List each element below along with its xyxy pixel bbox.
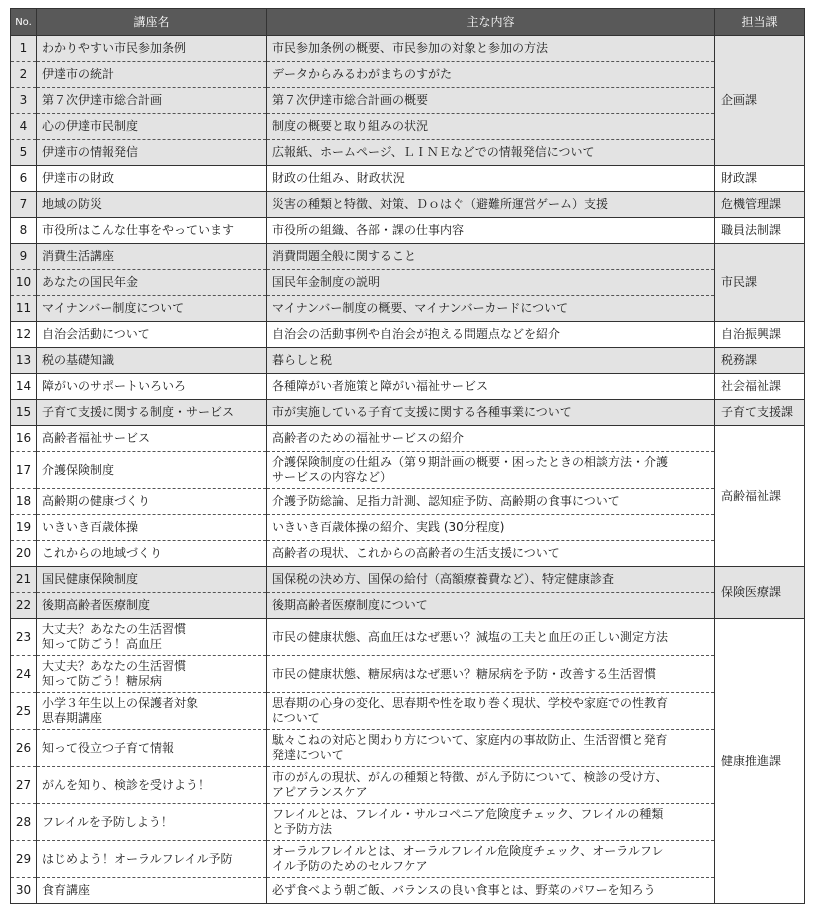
- lecture-name-text: 伊達市の情報発信: [42, 145, 139, 159]
- table-row: [11, 270, 805, 296]
- main-content-text: 国民年金制度の説明: [272, 275, 381, 289]
- cell-department: 健康推進課: [715, 619, 805, 904]
- cell-no: 22: [11, 593, 37, 619]
- cell-main-content: [267, 348, 715, 374]
- header-main-content: 主な内容: [267, 9, 715, 36]
- main-content-text: 国保税の決め方、国保の給付（高額療養費など）、特定健康診査: [272, 572, 615, 586]
- main-content-text: フレイルとは、フレイル・サルコペニア危険度チェック、フレイルの種類 と予防方法: [272, 807, 664, 836]
- cell-no: 8: [11, 218, 37, 244]
- main-content-text: 市役所の組織、各部・課の仕事内容: [272, 223, 465, 237]
- main-content-text: マイナンバー制度の概要、マイナンバーカードについて: [272, 301, 569, 315]
- table-row: [11, 730, 805, 767]
- main-content-text: 市のがんの現状、がんの種類と特徴、がん予防について、検診の受け方、 アピアランスケア: [272, 770, 668, 799]
- cell-main-content: [267, 452, 715, 489]
- cell-department: 企画課: [715, 36, 805, 166]
- cell-main-content: [267, 878, 715, 904]
- main-content-text: 高齢者の現状、これからの高齢者の生活支援について: [272, 546, 560, 560]
- cell-lecture-name: [37, 244, 267, 270]
- cell-lecture-name: [37, 140, 267, 166]
- main-content-text: 自治会の活動事例や自治会が抱える問題点などを紹介: [272, 327, 561, 341]
- cell-lecture-name: [37, 322, 267, 348]
- cell-no: 18: [11, 489, 37, 515]
- cell-lecture-name: [37, 36, 267, 62]
- main-content-text: 高齢者のための福祉サービスの紹介: [272, 431, 465, 445]
- cell-lecture-name: [37, 804, 267, 841]
- cell-main-content: [267, 515, 715, 541]
- cell-main-content: [267, 244, 715, 270]
- cell-main-content: [267, 62, 715, 88]
- cell-main-content: [267, 804, 715, 841]
- cell-main-content: [267, 426, 715, 452]
- header-row: [11, 9, 805, 36]
- cell-main-content: [267, 322, 715, 348]
- cell-department: 保険医療課: [715, 567, 805, 619]
- cell-lecture-name: [37, 656, 267, 693]
- table-row: [11, 656, 805, 693]
- cell-no: 20: [11, 541, 37, 567]
- cell-lecture-name: [37, 841, 267, 878]
- lecture-name-text: 消費生活講座: [42, 249, 115, 263]
- lecture-name-text: 伊達市の統計: [42, 67, 115, 81]
- table-row: [11, 62, 805, 88]
- lecture-name-text: 高齢期の健康づくり: [42, 494, 151, 508]
- cell-lecture-name: [37, 374, 267, 400]
- table-row: [11, 452, 805, 489]
- cell-main-content: [267, 166, 715, 192]
- cell-main-content: [267, 374, 715, 400]
- main-content-text: 市民の健康状態、高血圧はなぜ悪い？減塩の工夫と血圧の正しい測定方法: [272, 629, 669, 644]
- table-row: [11, 400, 805, 426]
- cell-main-content: [267, 218, 715, 244]
- table-row: [11, 593, 805, 619]
- lecture-name-text: 知って役立つ子育て情報: [42, 740, 175, 755]
- cell-no: 10: [11, 270, 37, 296]
- cell-main-content: [267, 593, 715, 619]
- cell-no: 21: [11, 567, 37, 593]
- cell-main-content: [267, 767, 715, 804]
- lecture-name-text: 大丈夫？あなたの生活習慣 知って防ごう！糖尿病: [42, 659, 187, 688]
- lecture-table-container: [10, 8, 805, 904]
- lecture-name-text: 後期高齢者医療制度: [42, 598, 151, 612]
- table-row: [11, 567, 805, 593]
- lecture-name-text: 第７次伊達市総合計画: [42, 93, 163, 107]
- lecture-name-text: がんを知り、検診を受けよう！: [42, 777, 211, 792]
- cell-lecture-name: [37, 166, 267, 192]
- cell-no: 24: [11, 656, 37, 693]
- table-row: [11, 374, 805, 400]
- cell-no: 12: [11, 322, 37, 348]
- cell-main-content: [267, 541, 715, 567]
- table-row: [11, 88, 805, 114]
- main-content-text: 消費問題全般に関すること: [272, 249, 417, 263]
- main-content-text: 第７次伊達市総合計画の概要: [272, 93, 429, 107]
- main-content-text: 市民の健康状態、糖尿病はなぜ悪い？糖尿病を予防・改善する生活習慣: [272, 666, 657, 681]
- lecture-name-text: 大丈夫？あなたの生活習慣 知って防ごう！高血圧: [42, 622, 187, 651]
- lecture-name-text: あなたの国民年金: [42, 275, 139, 289]
- cell-no: 5: [11, 140, 37, 166]
- main-content-text: 駄々こねの対応と関わり方について、家庭内の事故防止、生活習慣と発育 発達について: [272, 733, 668, 762]
- table-row: [11, 244, 805, 270]
- main-content-text: 市が実施している子育て支援に関する各種事業について: [272, 405, 572, 419]
- header-department: 担当課: [715, 9, 805, 36]
- cell-lecture-name: [37, 62, 267, 88]
- table-row: [11, 619, 805, 656]
- cell-main-content: [267, 88, 715, 114]
- main-content-text: 暮らしと税: [272, 353, 333, 367]
- cell-main-content: [267, 656, 715, 693]
- cell-department: 高齢福祉課: [715, 426, 805, 567]
- main-content-text: 介護予防総論、足指力計測、認知症予防、高齢期の食事について: [272, 494, 620, 508]
- lecture-name-text: 子育て支援に関する制度・サービス: [42, 405, 235, 419]
- cell-main-content: [267, 567, 715, 593]
- lecture-name-text: 地域の防災: [42, 197, 103, 211]
- main-content-text: 制度の概要と取り組みの状況: [272, 119, 429, 133]
- main-content-text: 思春期の心身の変化、思春期や性を取り巻く現状、学校や家庭での性教育 について: [272, 696, 669, 725]
- table-row: [11, 489, 805, 515]
- cell-no: 13: [11, 348, 37, 374]
- table-row: [11, 296, 805, 322]
- cell-main-content: [267, 192, 715, 218]
- cell-lecture-name: [37, 296, 267, 322]
- lecture-table-body: [11, 36, 805, 904]
- table-row: [11, 218, 805, 244]
- table-row: [11, 114, 805, 140]
- cell-lecture-name: [37, 489, 267, 515]
- cell-department: 危機管理課: [715, 192, 805, 218]
- main-content-text: 財政の仕組み、財政状況: [272, 171, 405, 185]
- lecture-name-text: 介護保険制度: [42, 462, 115, 477]
- table-row: [11, 767, 805, 804]
- lecture-name-text: マイナンバー制度について: [42, 301, 185, 315]
- cell-lecture-name: [37, 541, 267, 567]
- main-content-text: 各種障がい者施策と障がい福祉サービス: [272, 379, 489, 393]
- cell-department: 職員法制課: [715, 218, 805, 244]
- cell-main-content: [267, 400, 715, 426]
- table-row: [11, 348, 805, 374]
- main-content-text: 介護保険制度の仕組み（第９期計画の概要・困ったときの相談方法・介護 サービスの内容など）: [272, 455, 669, 484]
- table-row: [11, 192, 805, 218]
- table-row: [11, 878, 805, 904]
- lecture-name-text: 食育講座: [42, 883, 91, 897]
- lecture-name-text: 心の伊達市民制度: [42, 119, 139, 133]
- cell-no: 6: [11, 166, 37, 192]
- cell-no: 9: [11, 244, 37, 270]
- main-content-text: オーラルフレイルとは、オーラルフレイル危険度チェック、オーラルフレ イル予防のためのセルフケア: [272, 844, 664, 873]
- main-content-text: 災害の種類と特徴、対策、Ｄｏはぐ（避難所運営ゲーム）支援: [272, 197, 609, 211]
- table-row: [11, 515, 805, 541]
- cell-lecture-name: [37, 515, 267, 541]
- cell-main-content: [267, 296, 715, 322]
- cell-lecture-name: [37, 730, 267, 767]
- table-row: [11, 322, 805, 348]
- cell-lecture-name: [37, 348, 267, 374]
- cell-no: 11: [11, 296, 37, 322]
- lecture-name-text: はじめよう！オーラルフレイル予防: [42, 851, 233, 866]
- cell-no: 4: [11, 114, 37, 140]
- table-row: [11, 426, 805, 452]
- cell-lecture-name: [37, 270, 267, 296]
- cell-no: 29: [11, 841, 37, 878]
- cell-lecture-name: [37, 426, 267, 452]
- main-content-text: 市民参加条例の概要、市民参加の対象と参加の方法: [272, 41, 549, 55]
- cell-lecture-name: [37, 619, 267, 656]
- lecture-table: [10, 8, 805, 904]
- header-lecture-name: 講座名: [37, 9, 267, 36]
- lecture-name-text: 市役所はこんな仕事をやっています: [42, 223, 235, 237]
- cell-lecture-name: [37, 878, 267, 904]
- cell-department: 財政課: [715, 166, 805, 192]
- table-row: [11, 541, 805, 567]
- cell-no: 28: [11, 804, 37, 841]
- table-row: [11, 804, 805, 841]
- cell-department: 市民課: [715, 244, 805, 322]
- cell-no: 3: [11, 88, 37, 114]
- cell-department: 子育て支援課: [715, 400, 805, 426]
- main-content-text: 必ず食べよう朝ご飯、バランスの良い食事とは、野菜のパワーを知ろう: [272, 883, 656, 897]
- lecture-name-text: 伊達市の財政: [42, 171, 115, 185]
- cell-no: 23: [11, 619, 37, 656]
- cell-no: 26: [11, 730, 37, 767]
- cell-no: 1: [11, 36, 37, 62]
- cell-main-content: [267, 693, 715, 730]
- cell-department: 社会福祉課: [715, 374, 805, 400]
- table-row: [11, 693, 805, 730]
- cell-department: 税務課: [715, 348, 805, 374]
- cell-main-content: [267, 114, 715, 140]
- cell-no: 16: [11, 426, 37, 452]
- table-row: [11, 36, 805, 62]
- cell-main-content: [267, 619, 715, 656]
- lecture-name-text: 自治会活動について: [42, 327, 150, 341]
- cell-no: 25: [11, 693, 37, 730]
- lecture-name-text: 高齢者福祉サービス: [42, 431, 151, 445]
- cell-department: 自治振興課: [715, 322, 805, 348]
- cell-no: 17: [11, 452, 37, 489]
- lecture-name-text: わかりやすい市民参加条例: [42, 41, 187, 55]
- cell-main-content: [267, 730, 715, 767]
- cell-no: 27: [11, 767, 37, 804]
- table-row: [11, 140, 805, 166]
- cell-lecture-name: [37, 400, 267, 426]
- cell-lecture-name: [37, 88, 267, 114]
- lecture-name-text: これからの地域づくり: [42, 546, 163, 560]
- cell-no: 15: [11, 400, 37, 426]
- cell-lecture-name: [37, 767, 267, 804]
- cell-lecture-name: [37, 192, 267, 218]
- cell-main-content: [267, 36, 715, 62]
- main-content-text: データからみるわがまちのすがた: [272, 67, 453, 81]
- lecture-name-text: 国民健康保険制度: [42, 572, 139, 586]
- lecture-name-text: 税の基礎知識: [42, 353, 115, 367]
- lecture-name-text: フレイルを予防しよう！: [42, 814, 173, 829]
- main-content-text: 広報紙、ホームページ、ＬＩＮＥなどでの情報発信について: [272, 145, 595, 159]
- cell-lecture-name: [37, 693, 267, 730]
- header-no: No.: [11, 9, 37, 36]
- main-content-text: いきいき百歳体操の紹介、実践 (30分程度): [272, 520, 505, 534]
- lecture-name-text: 障がいのサポートいろいろ: [42, 379, 187, 393]
- cell-lecture-name: [37, 114, 267, 140]
- lecture-name-text: 小学３年生以上の保護者対象 思春期講座: [42, 696, 199, 725]
- cell-no: 19: [11, 515, 37, 541]
- table-row: [11, 166, 805, 192]
- cell-main-content: [267, 270, 715, 296]
- cell-main-content: [267, 489, 715, 515]
- cell-lecture-name: [37, 593, 267, 619]
- cell-main-content: [267, 841, 715, 878]
- cell-no: 7: [11, 192, 37, 218]
- cell-no: 2: [11, 62, 37, 88]
- cell-lecture-name: [37, 567, 267, 593]
- cell-main-content: [267, 140, 715, 166]
- main-content-text: 後期高齢者医療制度について: [272, 598, 428, 612]
- cell-lecture-name: [37, 218, 267, 244]
- lecture-name-text: いきいき百歳体操: [42, 520, 139, 534]
- table-row: [11, 841, 805, 878]
- cell-no: 30: [11, 878, 37, 904]
- cell-no: 14: [11, 374, 37, 400]
- cell-lecture-name: [37, 452, 267, 489]
